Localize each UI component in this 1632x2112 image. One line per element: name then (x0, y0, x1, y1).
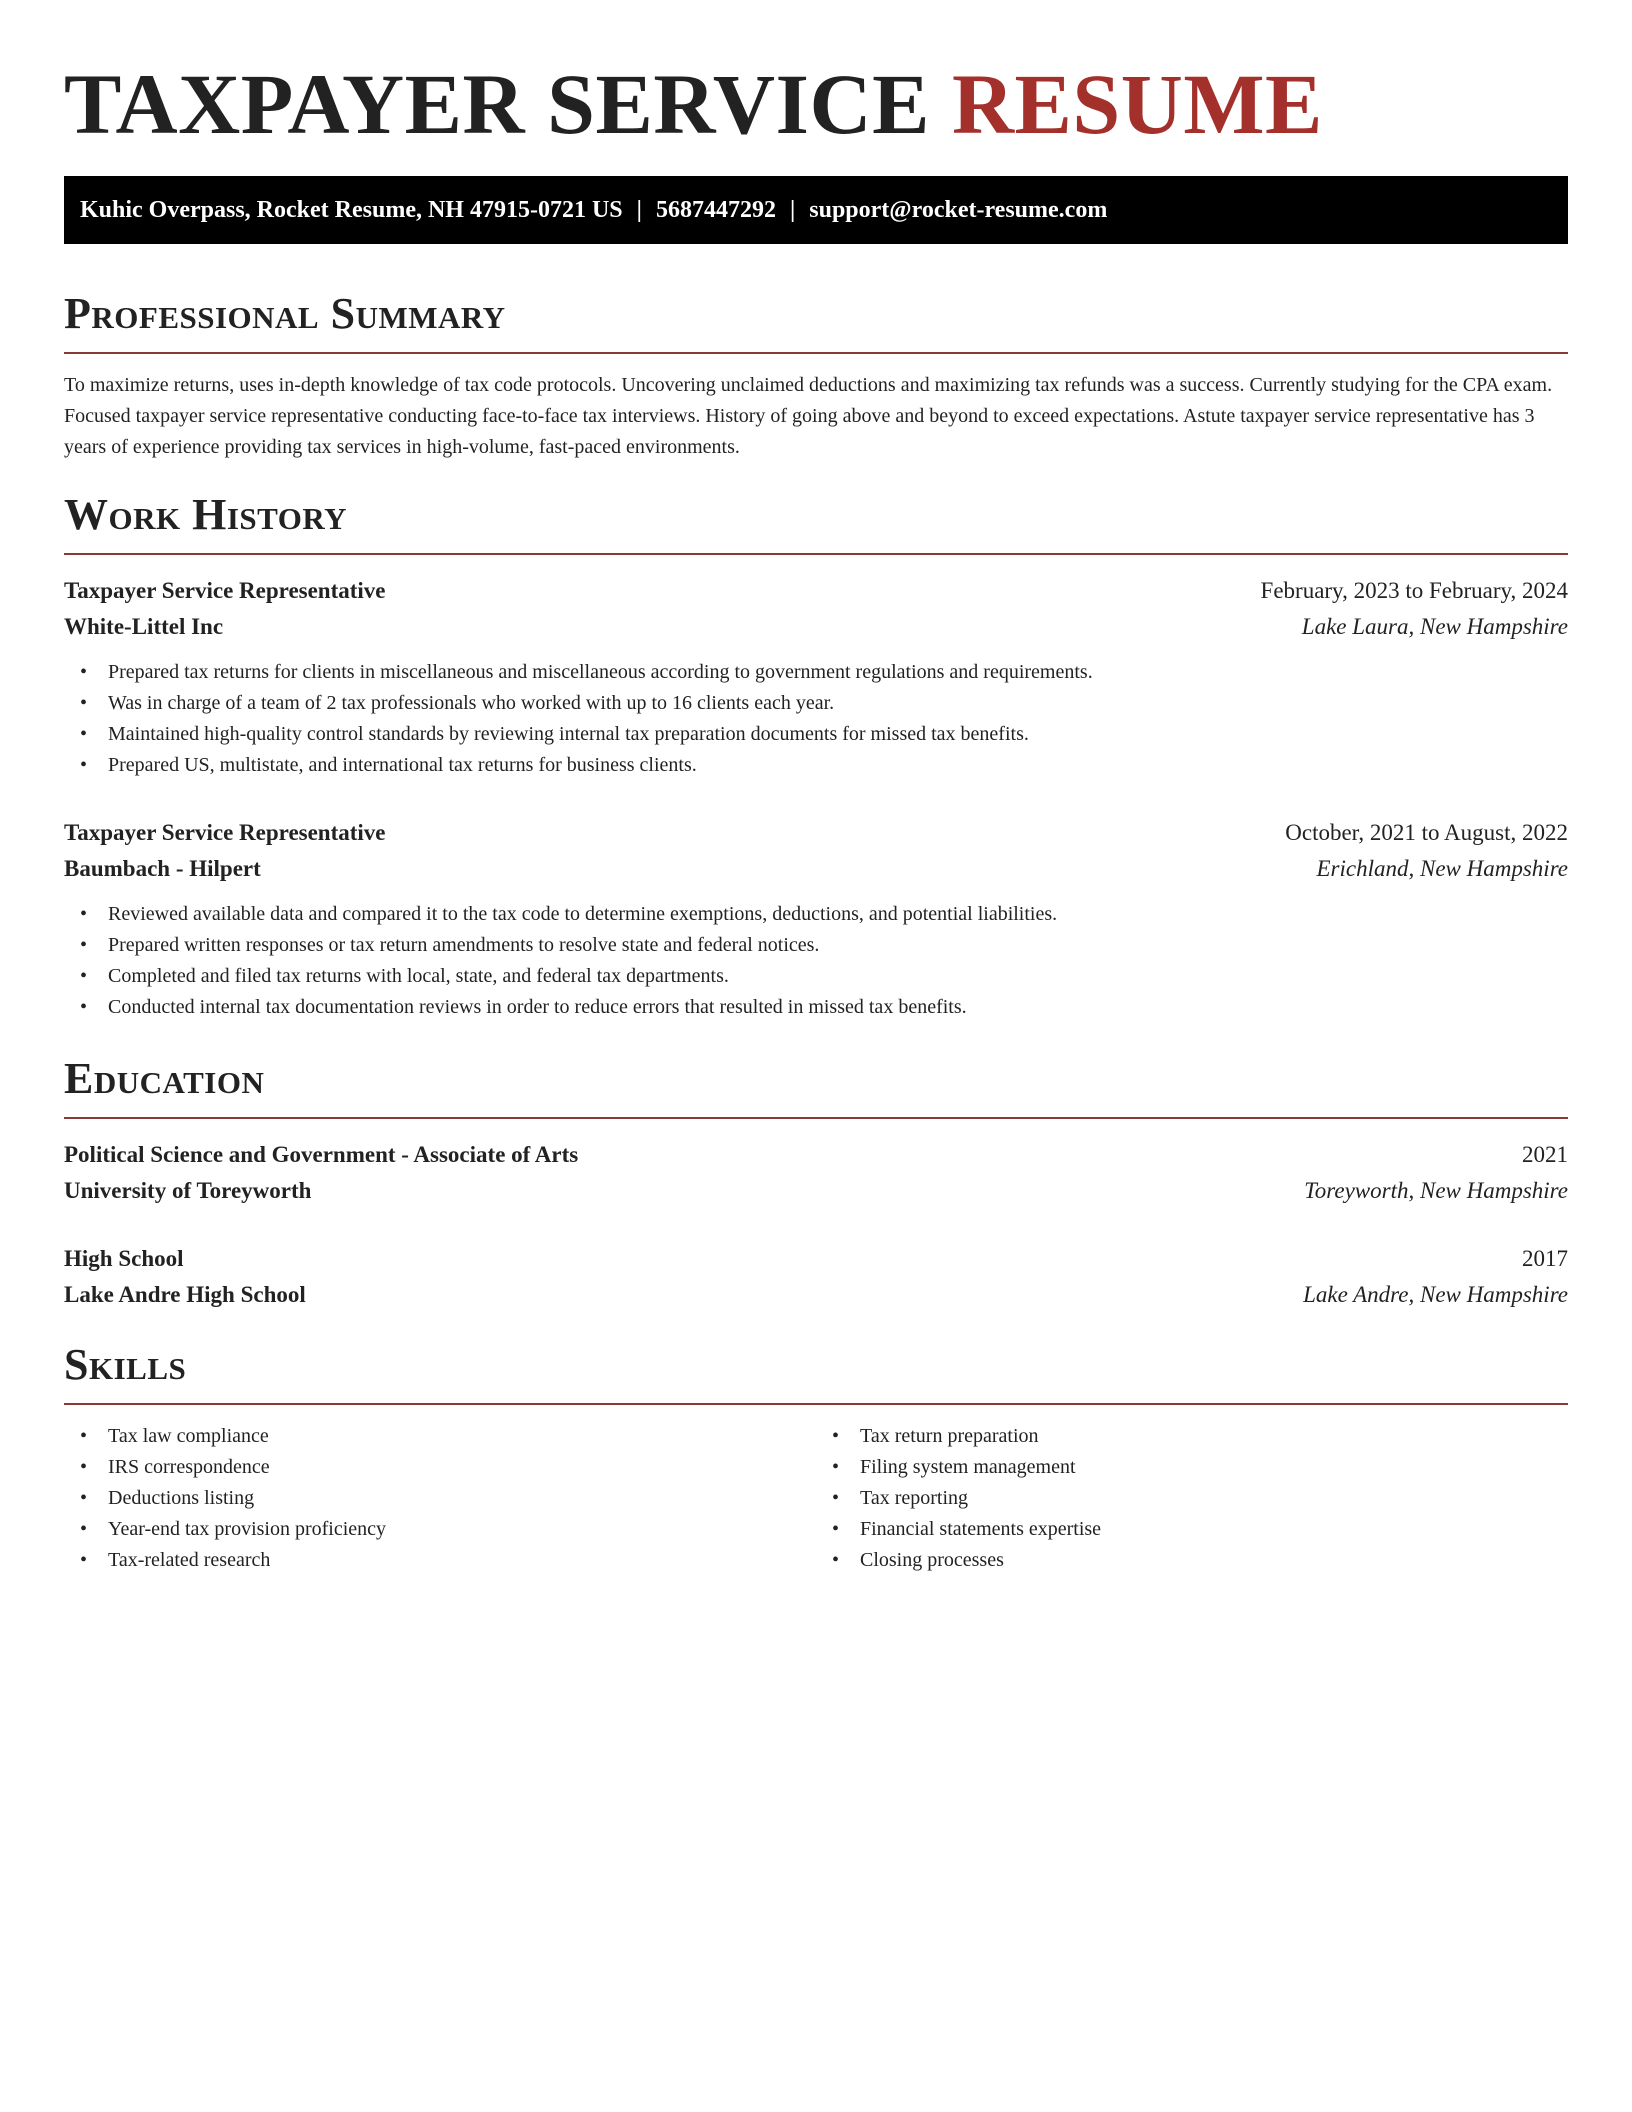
education-entry (64, 1137, 1568, 1209)
job-entry (64, 815, 1568, 1023)
job-dates: February, 2023 to February, 2024 (1260, 578, 1568, 603)
job-bullet: • Prepared written responses or tax return amendments to resolve state and federal notices. (64, 930, 1568, 961)
job-company: Baumbach - Hilpert (64, 856, 261, 881)
education-entry (64, 1241, 1568, 1313)
job-company-row (64, 851, 1568, 887)
job-title: Taxpayer Service Representative (64, 820, 386, 845)
education-school: Lake Andre High School (64, 1282, 306, 1307)
job-bullet: • Maintained high-quality control standards by reviewing internal tax preparation documents for missed tax benefits. (64, 719, 1568, 750)
job-entry (64, 573, 1568, 781)
job-dates: October, 2021 to August, 2022 (1285, 820, 1568, 845)
skill-item: • Deductions listing (64, 1483, 816, 1514)
education-school-row (64, 1173, 1568, 1209)
job-bullet: • Prepared tax returns for clients in miscellaneous and miscellaneous according to government regulations and requirements. (64, 657, 1568, 688)
skills-grid (64, 1421, 1568, 1576)
job-bullet: • Conducted internal tax documentation reviews in order to reduce errors that resulted in missed tax benefits. (64, 992, 1568, 1023)
title-main: TAXPAYER SERVICE (64, 56, 930, 152)
education-header-row (64, 1241, 1568, 1277)
education-school-row (64, 1277, 1568, 1313)
job-company: White-Littel Inc (64, 614, 224, 639)
contact-address: Kuhic Overpass, Rocket Resume, NH 47915-0721 US (80, 196, 623, 223)
job-title: Taxpayer Service Representative (64, 578, 386, 603)
job-bullet: • Completed and filed tax returns with local, state, and federal tax departments. (64, 961, 1568, 992)
job-bullet: • Prepared US, multistate, and international tax returns for business clients. (64, 750, 1568, 781)
skill-item: • Tax-related research (64, 1545, 816, 1576)
job-header-row (64, 815, 1568, 851)
section-divider (64, 553, 1568, 555)
education-heading: Education (64, 1054, 265, 1103)
summary-heading: Professional Summary (64, 289, 506, 338)
skills-heading: Skills (64, 1340, 187, 1389)
resume-title (64, 56, 1568, 152)
skills-column-right (816, 1421, 1568, 1576)
contact-phone: 5687447292 (655, 196, 776, 223)
skills-column-left (64, 1421, 816, 1576)
job-company-row (64, 609, 1568, 645)
summary-text: To maximize returns, uses in-depth knowledge of tax code protocols. Uncovering unclaimed deductions and maximizing tax refunds was a success. Currently studying for the CPA exam. Focused taxpayer service representative conducting face-to-face tax interviews. History of going above and beyond to exceed expectations. Astute taxpayer service representative has 3 years of experience providing tax services in high-volume, fast-paced environments. (64, 374, 1553, 458)
education-location: Lake Andre, New Hampshire (1303, 1282, 1568, 1307)
job-location: Erichland, New Hampshire (1316, 856, 1568, 881)
skill-item: • Closing processes (816, 1545, 1568, 1576)
job-bullets (64, 657, 1568, 781)
skill-item: • Tax return preparation (816, 1421, 1568, 1452)
job-location: Lake Laura, New Hampshire (1301, 614, 1568, 639)
skill-item: • IRS correspondence (64, 1452, 816, 1483)
job-bullets (64, 899, 1568, 1023)
contact-bar (64, 176, 1568, 244)
skill-item: • Filing system management (816, 1452, 1568, 1483)
job-bullet: • Reviewed available data and compared it to the tax code to determine exemptions, deductions, and potential liabilities. (64, 899, 1568, 930)
education-degree: High School (64, 1246, 184, 1271)
title-accent: RESUME (951, 56, 1323, 152)
education-year: 2021 (1522, 1142, 1568, 1167)
education-degree: Political Science and Government - Associate of Arts (64, 1142, 579, 1167)
job-header-row (64, 573, 1568, 609)
work-history-heading: Work History (64, 490, 348, 539)
contact-separator: | (789, 196, 796, 223)
education-year: 2017 (1522, 1246, 1568, 1271)
section-divider (64, 1403, 1568, 1405)
skill-item: • Financial statements expertise (816, 1514, 1568, 1545)
section-divider (64, 352, 1568, 354)
education-header-row (64, 1137, 1568, 1173)
section-divider (64, 1117, 1568, 1119)
skill-item: • Year-end tax provision proficiency (64, 1514, 816, 1545)
contact-email: support@rocket-resume.com (809, 196, 1108, 223)
education-location: Toreyworth, New Hampshire (1304, 1178, 1568, 1203)
contact-separator: | (636, 196, 642, 223)
education-school: University of Toreyworth (64, 1178, 312, 1203)
education-section (64, 1053, 1568, 1313)
work-history-section (64, 489, 1568, 1023)
skill-item: • Tax law compliance (64, 1421, 816, 1452)
summary-section (64, 288, 1568, 463)
skills-section (64, 1339, 1568, 1576)
job-bullet: • Was in charge of a team of 2 tax professionals who worked with up to 16 clients each year. (64, 688, 1568, 719)
skill-item: • Tax reporting (816, 1483, 1568, 1514)
